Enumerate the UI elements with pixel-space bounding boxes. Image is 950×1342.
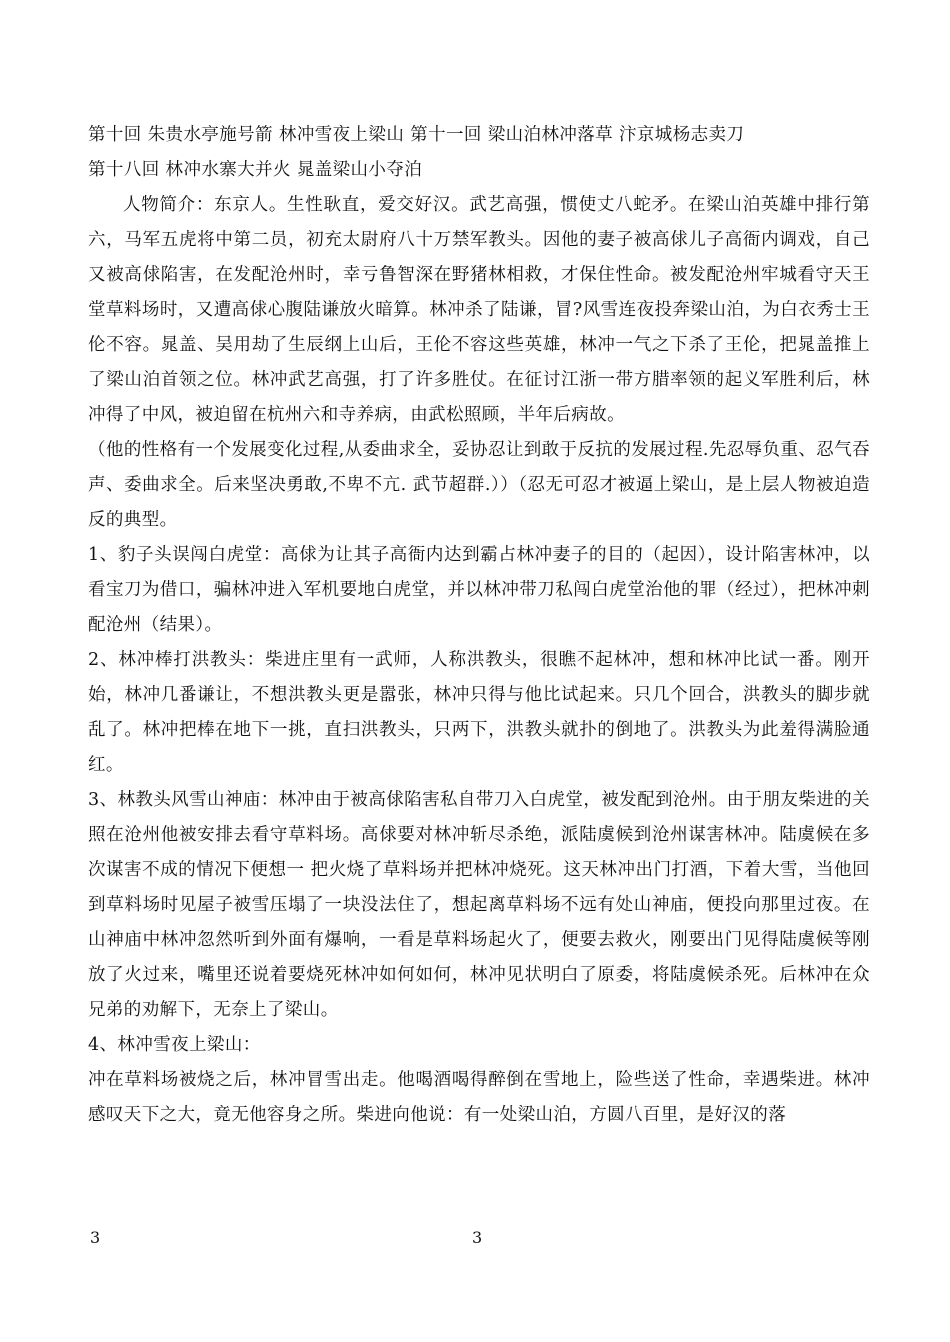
- plot-item-2: 2、林冲棒打洪教头：柴进庄里有一武师，人称洪教头，很瞧不起林冲，想和林冲比试一番。刚开始，林冲几番谦让，不想洪教头更是嚣张，林冲只得与他比试起来。只几个回合，洪教头的脚步就乱了。林冲把棒在地下一挑，直扫洪教头，只两下，洪教头就扑的倒地了。洪教头为此羞得满脸通红。: [88, 650, 870, 775]
- plot-item-4-heading: 4、林冲雪夜上梁山：: [88, 1035, 261, 1055]
- character-note: （他的性格有一个发展变化过程,从委曲求全，妥协忍让到敢于反抗的发展过程.先忍辱负重、忍气吞声、委曲求全。后来坚决勇敢,不卑不亢. 武节超群.））（忍无可忍才被逼上梁山，是上层人物被迫造反的典型。: [88, 440, 870, 530]
- plot-item-3: 3、林教头风雪山神庙：林冲由于被高俅陷害私自带刀入白虎堂，被发配到沧州。由于朋友柴进的关照在沧州他被安排去看守草料场。高俅要对林冲斩尽杀绝，派陆虞候到沧州谋害林冲。陆虞候在多次谋害不成的情况下便想一 把火烧了草料场并把林冲烧死。这天林冲出门打酒，下着大雪，当他回到草料场时见屋子被雪压塌了一块没法住了，想起离草料场不远有处山神庙，便投向那里过夜。在山神庙中林冲忽然听到外面有爆响，一看是草料场起火了，便要去救火，刚要出门见得陆虞候等刚放了火过来，嘴里还说着要烧死林冲如何如何，林冲见状明白了原委，将陆虞候杀死。后林冲在众兄弟的劝解下，无奈上了梁山。: [88, 790, 870, 1020]
- plot-item-4-text: 冲在草料场被烧之后，林冲冒雪出走。他喝酒喝得醉倒在雪地上，险些送了性命，幸遇柴进。林冲感叹天下之大，竟无他容身之所。柴进向他说：有一处梁山泊，方圆八百里，是好汉的落: [88, 1070, 870, 1125]
- chapter-line-2: 第十八回 林冲水寨大并火 晁盖梁山小夺泊: [88, 160, 423, 180]
- footer-page-number-center: 3: [472, 1228, 483, 1247]
- body-text: [88, 118, 870, 1133]
- footer-page-number-left: 3: [90, 1228, 101, 1247]
- chapter-line-1: 第十回 朱贵水亭施号箭 林冲雪夜上梁山 第十一回 梁山泊林冲落草 汴京城杨志卖刀: [88, 125, 745, 145]
- plot-item-1: 1、豹子头误闯白虎堂：高俅为让其子高衙内达到霸占林冲妻子的目的（起因），设计陷害林冲，以看宝刀为借口，骗林冲进入军机要地白虎堂，并以林冲带刀私闯白虎堂治他的罪（经过），把林冲刺配沧州（结果）。: [88, 545, 870, 635]
- character-intro: 人物简介：东京人。生性耿直，爱交好汉。武艺高强，惯使丈八蛇矛。在梁山泊英雄中排行第六，马军五虎将中第二员，初充太尉府八十万禁军教头。因他的妻子被高俅儿子高衙内调戏，自己又被高俅陷害，在发配沧州时，幸亏鲁智深在野猪林相救，才保住性命。被发配沧州牢城看守天王堂草料场时，又遭高俅心腹陆谦放火暗算。林冲杀了陆谦，冒?风雪连夜投奔梁山泊，为白衣秀士王伦不容。晁盖、吴用劫了生辰纲上山后，王伦不容这些英雄，林冲一气之下杀了王伦，把晁盖推上了梁山泊首领之位。林冲武艺高强，打了许多胜仗。在征讨江浙一带方腊率领的起义军胜利后，林冲得了中风，被迫留在杭州六和寺养病，由武松照顾，半年后病故。: [88, 195, 870, 425]
